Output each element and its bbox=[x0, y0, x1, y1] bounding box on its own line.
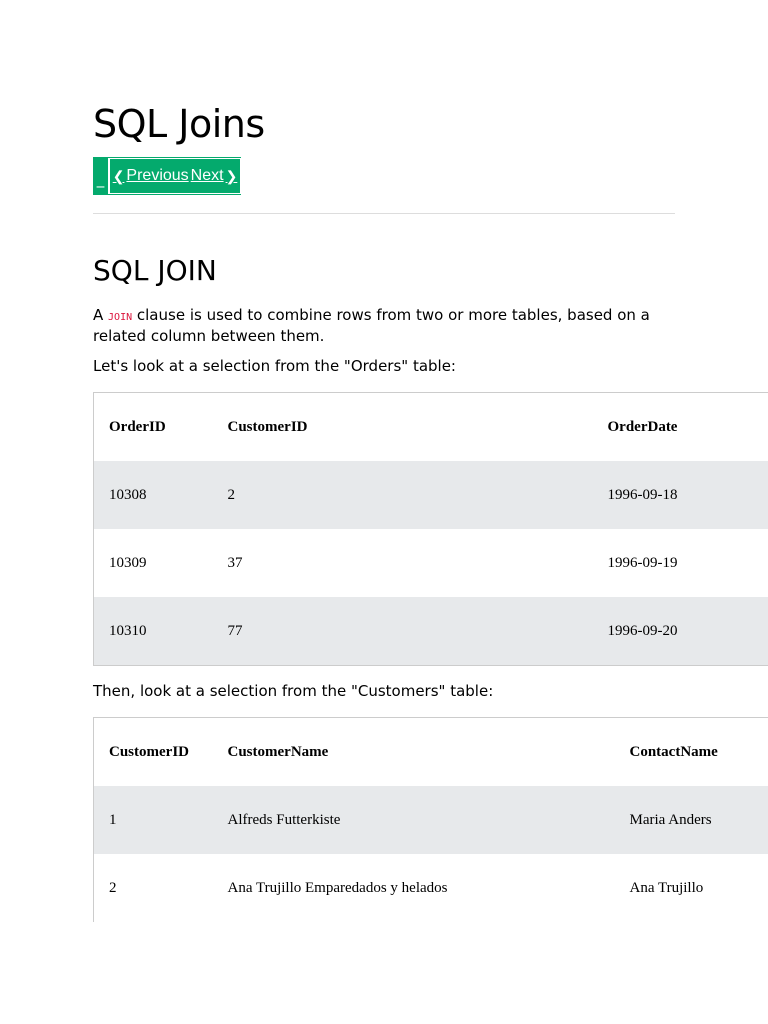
customers-intro: Then, look at a selection from the "Customers" table: bbox=[93, 682, 494, 700]
intro-prefix: A bbox=[93, 306, 109, 324]
orders-intro: Let's look at a selection from the "Orders" table: bbox=[93, 357, 456, 375]
table-cell: 2 bbox=[227, 486, 235, 503]
table-cell: 2 bbox=[109, 879, 117, 896]
header-orderdate: OrderDate bbox=[607, 418, 678, 435]
next-label[interactable]: Next bbox=[190, 167, 224, 184]
table-cell: 10308 bbox=[109, 486, 147, 503]
customers-table bbox=[93, 717, 768, 922]
table-cell: 1 bbox=[109, 811, 117, 828]
table-cell: 1996-09-18 bbox=[607, 486, 678, 503]
table-cell: 1996-09-20 bbox=[607, 622, 678, 639]
table-row bbox=[94, 854, 768, 922]
page-title: SQL Joins bbox=[93, 102, 265, 146]
header-customerid: CustomerID bbox=[109, 743, 189, 760]
nav-stub[interactable]: _ bbox=[93, 158, 109, 194]
section-title: SQL JOIN bbox=[93, 254, 217, 287]
chevron-right-icon: ❯ bbox=[225, 167, 238, 184]
header-orderid: OrderID bbox=[109, 418, 166, 435]
table-cell: Alfreds Futterkiste bbox=[227, 811, 341, 828]
table-cell: Maria Anders bbox=[629, 811, 712, 828]
header-customerid: CustomerID bbox=[227, 418, 308, 435]
table-cell: Ana Trujillo bbox=[629, 879, 704, 896]
intro-suffix: clause is used to combine rows from two or more tables, based on a related column between them. bbox=[93, 306, 650, 345]
table-cell: 10309 bbox=[109, 554, 147, 571]
table-header-row bbox=[94, 718, 768, 787]
table-cell: 1996-09-19 bbox=[607, 554, 678, 571]
header-customername: CustomerName bbox=[227, 743, 329, 760]
previous-label[interactable]: Previous bbox=[126, 167, 189, 184]
table-cell: 77 bbox=[227, 622, 243, 639]
table-cell: 37 bbox=[227, 554, 243, 571]
join-code: JOIN bbox=[108, 312, 133, 323]
table-row bbox=[94, 786, 768, 854]
chevron-left-icon: ❮ bbox=[112, 167, 125, 184]
header-contactname: ContactName bbox=[629, 743, 718, 760]
table-cell: 10310 bbox=[109, 622, 147, 639]
table-cell: Ana Trujillo Emparedados y helados bbox=[227, 879, 448, 896]
